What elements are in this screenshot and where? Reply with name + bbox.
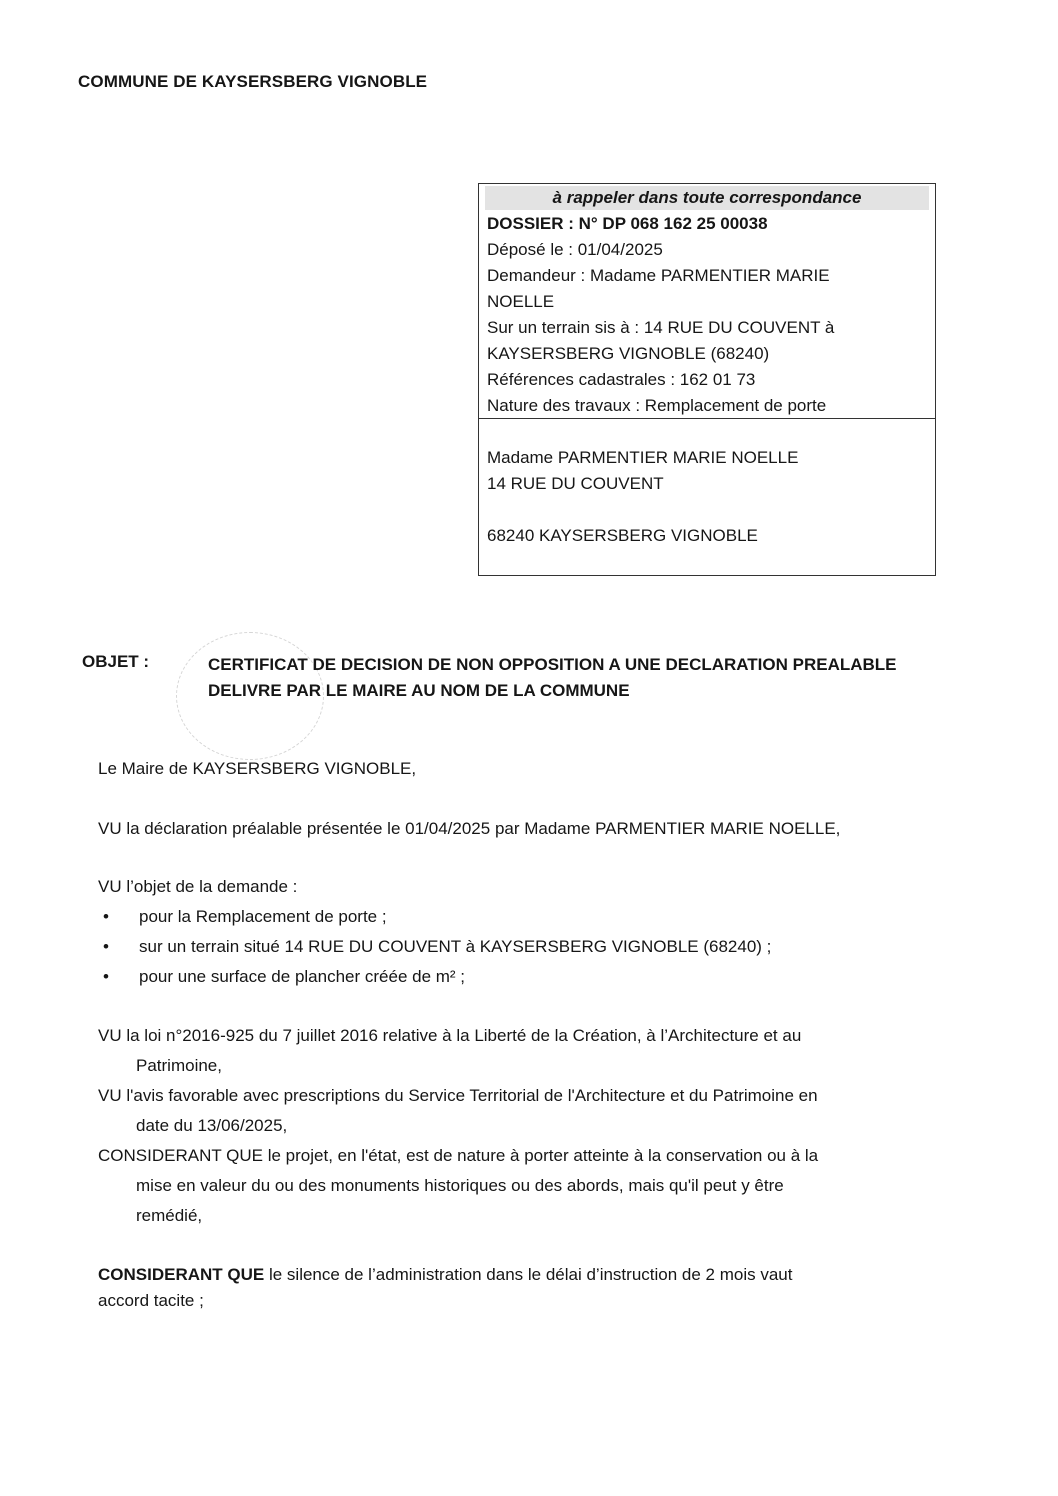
objet-label: OBJET : [82,652,150,671]
bullet-item: pour une surface de plancher créée de m² ; [139,967,466,986]
vu-loi-line-2: Patrimoine, [136,1056,222,1075]
applicant-line-2: NOELLE [487,292,555,311]
vu-avis [98,1081,928,1141]
dossier-reference-box [478,183,936,419]
bullet-glyph: • [103,937,109,956]
reference-banner: à rappeler dans toute correspondance [485,186,929,210]
bullet-glyph: • [103,967,109,986]
vu-declaration: VU la déclaration préalable présentée le 01/04/2025 par Madame PARMENTIER MARIE NOELLE, [98,819,841,838]
vu-avis-line-1: VU l'avis favorable avec prescriptions du Service Territorial de l'Architecture et du Patrimoine en [98,1086,818,1105]
commune-header: COMMUNE DE KAYSERSBERG VIGNOBLE [78,72,428,91]
applicant-line-1: Demandeur : Madame PARMENTIER MARIE [487,266,830,285]
considerant-1-line-3: remédié, [136,1206,203,1225]
vu-avis-line-2: date du 13/06/2025, [136,1116,288,1135]
considerant-1-line-2: mise en valeur du ou des monuments historiques ou des abords, mais qu'il peut y être [136,1176,784,1195]
considerant-1 [98,1141,928,1231]
considerant-2-line-2: accord tacite ; [98,1291,204,1310]
vu-loi-line-1: VU la loi n°2016-925 du 7 juillet 2016 relative à la Liberté de la Création, à l’Architecture et au [98,1026,802,1045]
deposit-date: Déposé le : 01/04/2025 [487,240,663,259]
land-line-1: Sur un terrain sis à : 14 RUE DU COUVENT à [487,318,835,337]
recipient-name: Madame PARMENTIER MARIE NOELLE [487,448,799,467]
bullet-glyph: • [103,907,109,926]
cadastral-references: Références cadastrales : 162 01 73 [487,370,756,389]
considerant-1-line-1: CONSIDERANT QUE le projet, en l'état, est de nature à porter atteinte à la conservation ou à la [98,1146,819,1165]
bullet-item: pour la Remplacement de porte ; [139,907,387,926]
recipient-street: 14 RUE DU COUVENT [487,474,664,493]
recipient-city: 68240 KAYSERSBERG VIGNOBLE [487,526,758,545]
bullet-item: sur un terrain situé 14 RUE DU COUVENT à KAYSERSBERG VIGNOBLE (68240) ; [139,937,772,956]
mayor-line: Le Maire de KAYSERSBERG VIGNOBLE, [98,759,417,778]
works-nature: Nature des travaux : Remplacement de porte [487,396,827,415]
considerant-2-lead: CONSIDERANT QUE [98,1265,265,1284]
vu-objet: VU l’objet de la demande : [98,877,298,896]
considerant-2 [98,1262,928,1314]
objet-line-1: CERTIFICAT DE DECISION DE NON OPPOSITION A UNE DECLARATION PREALABLE [208,655,897,674]
vu-loi [98,1021,928,1081]
dossier-number: DOSSIER : N° DP 068 162 25 00038 [487,214,768,233]
objet-line-2: DELIVRE PAR LE MAIRE AU NOM DE LA COMMUNE [208,681,630,700]
recipient-address-box [478,418,936,576]
considerant-2-text: le silence de l’administration dans le délai d’instruction de 2 mois vaut [264,1265,793,1284]
objet-title [208,652,897,704]
land-line-2: KAYSERSBERG VIGNOBLE (68240) [487,344,770,363]
